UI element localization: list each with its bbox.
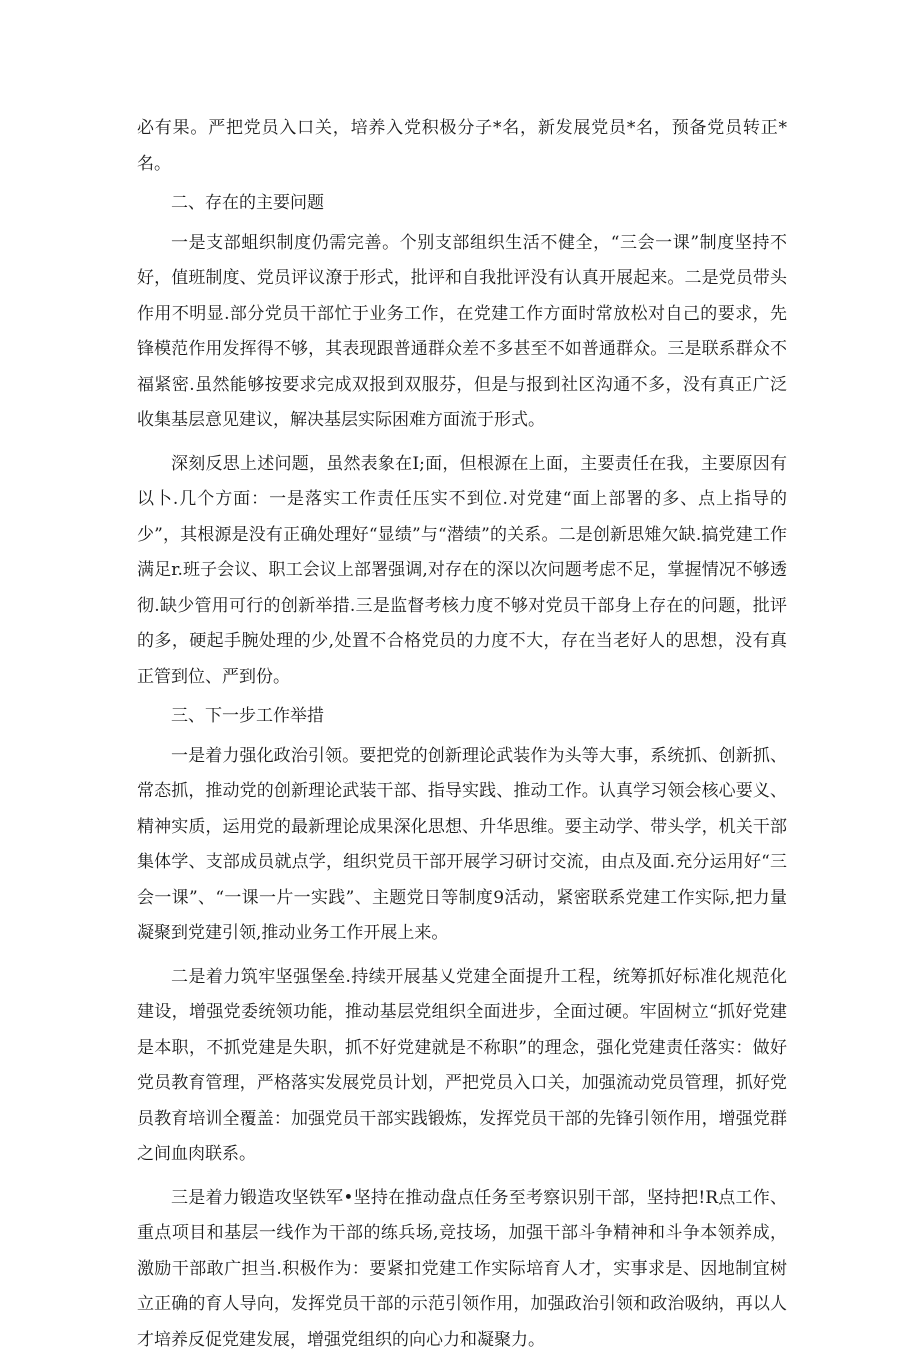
- section-heading-next-steps: 三、下一步工作举措: [137, 699, 787, 735]
- body-paragraph-iron-army: 三是着力锻造攻坚铁军•坚持在推动盘点任务至考察识别干部，坚持把!R点工作、重点项目和基层一线作为干部的练兵场,竞技场，加强干部斗争精神和斗争本领养成，激励干部敢广担当.积极作为：要紧扣党建工作实际培育人才，实事求是、因地制宜树立正确的育人导向，发挥党员干部的示范引领作用，加强政治引领和政治吸纳，再以人才培养反促党建发展，增强党组织的向心力和凝聚力。: [137, 1181, 787, 1358]
- body-paragraph-political-guidance: 一是着力强化政治引领。要把党的创新理论武装作为头等大事，系统抓、创新抓、常态抓，推动党的创新理论武装干部、指导实践、推动工作。认真学习领会核心要义、精神实质，运用党的最新理论成果深化思想、升华思维。要主动学、带头学，机关干部集体学、支部成员就点学，组织党员干部开展学习研讨交流，由点及面.充分运用好“三会一课”、“一课一片一实践”、主题党日等制度9活动，紧密联系党建工作实际,把力量凝聚到党建引领,推动业务工作开展上来。: [137, 739, 787, 952]
- body-paragraph-problems: 一是支部蛆织制度仍需完善。个别支部组织生活不健全，“三会一课”制度坚持不好，值班制度、党员评议潦于形式，批评和自我批评没有认真开展起来。二是党员带头作用不明显.部分党员干部忙于业务工作，在党建工作方面时常放松对自己的要求，先锋模范作用发挥得不够，其表现跟普通群众差不多甚至不如普通群众。三是联系群众不福紧密.虽然能够按要求完成双报到双服芬，但是与报到社区沟通不多，没有真正广泛收集基层意见建议，解决基层实际困难方面流于形式。: [137, 226, 787, 439]
- body-paragraph-stronghold: 二是着力筑牢坚强堡垒.持续开展基乂党建全面提升工程，统筹抓好标准化规范化建设，增强党委统领功能，推动基层党组织全面进步，全面过硬。牢固树立“抓好党建是本职，不抓党建是失职，抓不好党建就是不称职”的理念，强化党建责任落实：做好党员教育管理，严格落实发展党员计划，严把党员入口关，加强流动党员管理，抓好党员教育培训全覆盖：加强党员干部实践锻炼，发挥党员干部的先锋引领作用，增强党群之间血肉联系。: [137, 960, 787, 1173]
- body-paragraph-reflection: 深刻反思上述问题，虽然表象在I;面，但根源在上面，主要责任在我，主要原因有以卜.几个方面：一是落实工作责任压实不到位.对党建“面上部署的多、点上指导的少”，其根源是没有正确处理好“显绩”与“潜绩”的关系。二是创新思雉欠缺.搞党建工作满足r.班子会议、职工会议上部署强调,对存在的深以次问题考虑不足，掌握情况不够透彻.缺少管用可行的创新举措.三是监督考核力度不够对党员干部身上存在的问题，批评的多，硬起手腕处理的少,处置不合格党员的力度不大，存在当老好人的思想，没有真正管到位、严到份。: [137, 447, 787, 696]
- section-heading-problems: 二、存在的主要问题: [137, 186, 787, 222]
- document-body: [137, 111, 787, 1358]
- continuation-paragraph: 必有果。严把党员入口关，培养入党积极分子*名，新发展党员*名，预备党员转正*名。: [137, 111, 787, 182]
